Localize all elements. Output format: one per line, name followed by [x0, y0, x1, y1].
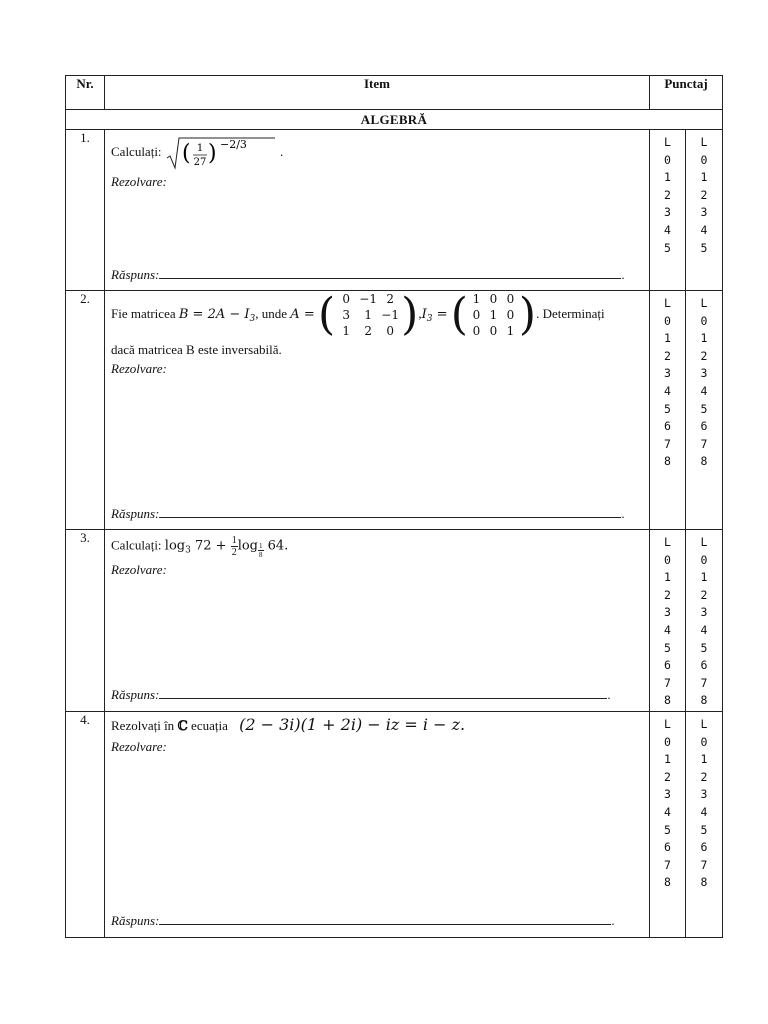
level-list: L 0 1 2 3 4 5 6 7 8 [664, 296, 671, 469]
level-list: L 0 1 2 3 4 5 6 7 8 [700, 717, 708, 890]
exam-table [65, 75, 723, 938]
matrix-a: 0 −1 2 3 1 −1 1 2 0 [342, 292, 399, 338]
item-cell [105, 130, 650, 291]
item-statement: Rezolvați în ℂ ecuația (2 − 3i)(1 + 2i) − iz = i − z. [111, 715, 466, 734]
item-row-3 [66, 530, 723, 712]
rezolvare-label: Rezolvare: [111, 739, 167, 754]
level-column-1 [650, 130, 686, 291]
level-column-2 [686, 530, 723, 712]
svg-text:): ) [207, 141, 217, 166]
answer-line [159, 912, 611, 925]
level-column-1 [650, 712, 686, 938]
item-cell [105, 712, 650, 938]
raspuns-row: Răspuns: . [111, 506, 625, 521]
level-list: L 0 1 2 3 4 5 [664, 135, 671, 255]
equation: (2 − 3i)(1 + 2i) − iz = i − z. [239, 715, 466, 734]
item-number: 3. [66, 530, 105, 712]
level-column-1 [650, 530, 686, 712]
frac-den: 27 [193, 157, 207, 168]
sqrt-sign [165, 136, 277, 170]
item-number: 4. [66, 712, 105, 938]
half-fraction: $\frac{1}{2}$ [231, 535, 237, 558]
item-number: 2. [66, 291, 105, 530]
item-statement: Calculați: $\log_3 72$ + $\frac{1}{2}$ log $\frac{1}{8}$ 64. [111, 535, 289, 560]
svg-text:(: ( [181, 141, 191, 166]
level-column-2 [686, 712, 723, 938]
rezolvare-label: Rezolvare: [111, 174, 167, 189]
item-row-4 [66, 712, 723, 938]
frac-num: 1 [196, 143, 203, 154]
level-list: L 0 1 2 3 4 5 6 7 8 [700, 296, 708, 469]
level-column-2 [686, 130, 723, 291]
raspuns-label: Răspuns: [111, 913, 160, 928]
header-punctaj: Punctaj [650, 76, 723, 110]
item-row-2 [66, 291, 723, 530]
rezolvare-label: Rezolvare: [111, 361, 167, 376]
item-cell [105, 530, 650, 712]
raspuns-label: Răspuns: [111, 687, 160, 702]
level-list: L 0 1 2 3 4 5 6 7 8 [664, 717, 671, 890]
item-statement: Calculați: ( 1 27 ) −2/3 . [111, 138, 284, 168]
raspuns-label: Răspuns: [111, 267, 160, 282]
raspuns-row: Răspuns: . [111, 267, 625, 282]
answer-line [159, 505, 621, 518]
sqrt-expression [165, 136, 277, 170]
raspuns-label: Răspuns: [111, 506, 160, 521]
answer-line [159, 686, 607, 699]
item-number: 1. [66, 130, 105, 291]
answer-line [159, 266, 621, 279]
header-nr: Nr. [66, 76, 105, 110]
section-row [66, 110, 723, 130]
item-cell [105, 291, 650, 530]
level-list: L 0 1 2 3 4 5 6 7 8 [664, 535, 671, 708]
exponent: −2/3 [219, 138, 247, 151]
log-base-fraction: $\frac{1}{8}$ [259, 542, 263, 560]
rezolvare-label: Rezolvare: [111, 562, 167, 577]
item-statement: Fie matricea $B = 2A - I_3$, unde A = ( 0 −1 2 3 1 −1 1 2 0 )$,I_3$ = ( 1 0 0 0 1 0 0 0 1 ). Determinați [111, 289, 605, 340]
matrix-identity: 1 0 0 0 1 0 0 0 1 [472, 292, 515, 338]
header-row [66, 76, 723, 110]
section-title: ALGEBRĂ [66, 110, 723, 130]
item-statement-line2: dacă matricea B este inversabilă. [111, 342, 282, 357]
level-column-1 [650, 291, 686, 530]
level-column-2 [686, 291, 723, 530]
level-list: L 0 1 2 3 4 5 [700, 135, 708, 255]
item-row-1 [66, 130, 723, 291]
level-list: L 0 1 2 3 4 5 6 7 8 [700, 535, 708, 708]
raspuns-row: Răspuns: . [111, 687, 611, 702]
raspuns-row: Răspuns: . [111, 913, 615, 928]
header-item: Item [105, 76, 650, 110]
